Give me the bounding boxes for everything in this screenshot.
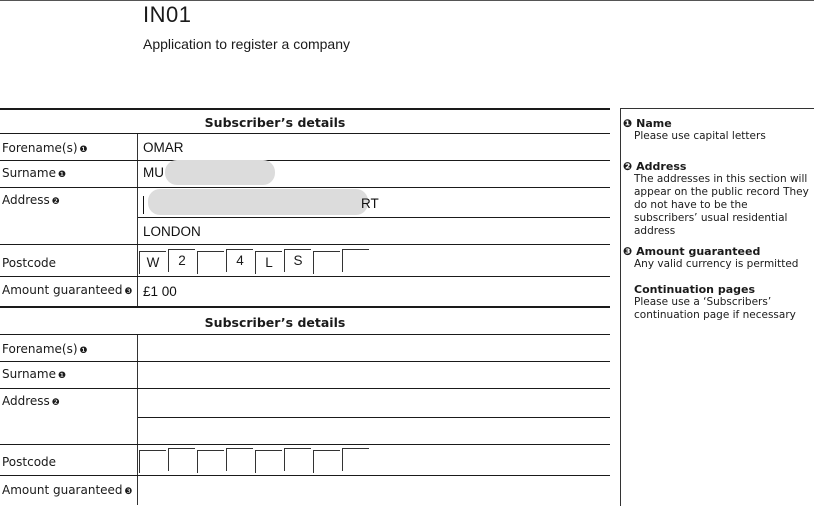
address-line1-field[interactable] [140,390,608,415]
postcode-boxes[interactable] [139,249,379,275]
info-1-icon: ❶ [79,346,88,356]
postcode-boxes[interactable] [139,448,379,474]
postcode-char-box[interactable] [342,249,369,272]
postcode-char-box[interactable]: L [255,251,282,274]
note-body: The addresses in this section will appear on the public record They do not have to be the subscribers’ usual residential address [634,173,809,237]
row-divider [0,444,610,445]
address-label: Address ❷ [2,394,60,408]
postcode-char-box[interactable] [197,251,224,274]
surname-label: Surname ❶ [2,367,67,381]
address-label: Address ❷ [2,193,60,207]
row-divider [0,160,610,161]
forename-field[interactable]: OMAR [143,140,184,155]
form-code: IN01 [143,2,192,27]
row-divider [138,417,610,418]
address-line2-field[interactable]: LONDON [143,224,201,239]
info-3-icon: ❸ [124,487,133,497]
row-divider [0,133,610,134]
section1-title: Subscriber’s details [204,115,346,130]
forename-field[interactable] [140,336,608,360]
postcode-char-box[interactable] [226,448,253,471]
postcode-char-box[interactable] [255,450,282,473]
note-body: Please use a ‘Subscribers’ continuation page if necessary [634,296,796,321]
amount-field[interactable]: £1 00 [143,284,177,299]
note-title: Amount guaranteed [636,245,761,258]
amount-field[interactable] [140,477,608,504]
section1-top-rule [0,108,610,110]
info-1-icon: ❶ [623,117,633,130]
forename-label: Forename(s) ❶ [2,141,88,155]
surname-field[interactable] [140,363,608,387]
note-amount [623,245,811,271]
info-1-icon: ❶ [79,145,88,155]
forename-label: Forename(s) ❶ [2,342,88,356]
row-divider [0,334,610,335]
note-name [623,117,811,143]
row-divider [0,475,610,476]
note-body: Please use capital letters [634,130,766,142]
postcode-char-box[interactable]: S [284,249,311,272]
postcode-char-box[interactable]: 4 [226,249,253,272]
note-title: Continuation pages [634,283,755,296]
row-divider [0,276,610,277]
postcode-label: Postcode [2,256,57,270]
info-3-icon: ❸ [124,287,133,297]
postcode-char-box[interactable]: 2 [168,249,195,272]
postcode-char-box[interactable] [168,448,195,471]
row-divider [0,388,610,389]
info-2-icon: ❷ [623,160,633,173]
info-1-icon: ❶ [57,170,67,180]
postcode-char-box[interactable]: W [139,251,166,274]
note-continuation [623,283,811,322]
postcode-char-box[interactable] [139,450,166,473]
row-divider [0,361,610,362]
row-divider [138,217,610,218]
info-3-icon: ❸ [623,245,633,258]
section2-title: Subscriber’s details [204,315,346,330]
note-address [623,160,811,238]
postcode-char-box[interactable] [284,448,311,471]
postcode-char-box[interactable] [313,251,340,274]
amount-label: Amount guaranteed ❸ [2,483,133,497]
redaction-mark [148,189,368,215]
postcode-char-box[interactable] [342,448,369,471]
address-line2-field[interactable] [140,419,608,443]
info-2-icon: ❷ [51,197,60,207]
address-line1-field[interactable]: RT [361,196,379,211]
row-divider [0,187,610,188]
info-2-icon: ❷ [51,398,60,408]
postcode-label: Postcode [2,455,57,469]
postcode-char-box[interactable] [197,450,224,473]
amount-label: Amount guaranteed ❸ [2,283,133,297]
postcode-char-box[interactable] [313,450,340,473]
address-line1-start [143,196,144,214]
surname-label: Surname ❶ [2,166,67,180]
note-title: Address [636,160,687,173]
top-rule [0,0,814,1]
section-divider [0,306,610,308]
note-title: Name [636,117,672,130]
form-title: Application to register a company [143,36,350,52]
surname-field[interactable]: MU [143,165,164,180]
note-body: Any valid currency is permitted [634,258,799,270]
row-divider [0,244,610,245]
info-1-icon: ❶ [57,371,67,381]
redaction-mark [165,160,275,185]
